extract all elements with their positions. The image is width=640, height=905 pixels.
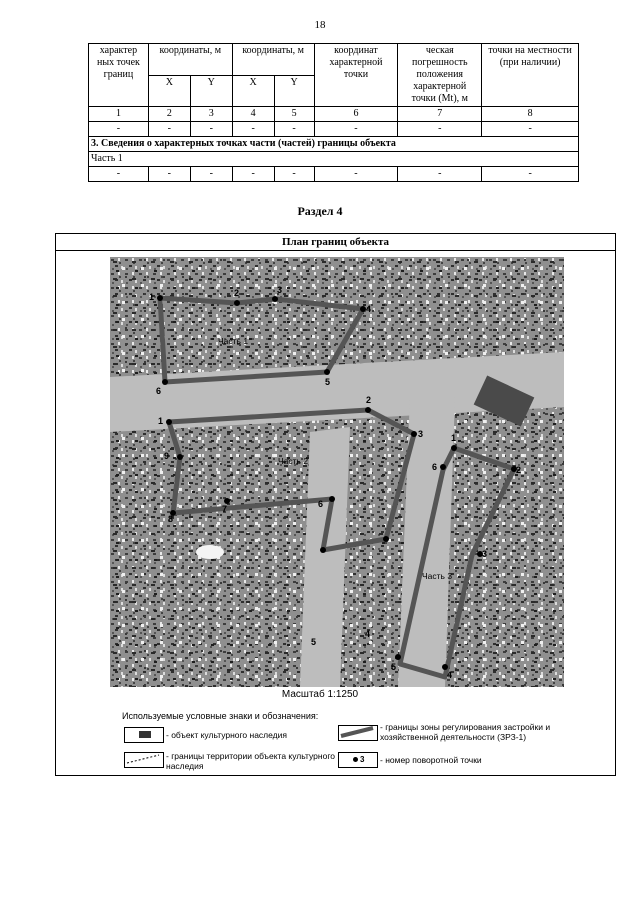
boundary-point xyxy=(157,295,163,301)
legend-territory-swatch xyxy=(124,752,164,768)
point-label: 6 xyxy=(318,499,324,509)
table-cell: - xyxy=(274,167,314,182)
point-label: 5 xyxy=(391,662,397,672)
point-marker-icon xyxy=(353,757,358,762)
legend-zone-swatch xyxy=(338,725,378,741)
point-label: 3 xyxy=(277,285,283,295)
header-y-1: Y xyxy=(190,75,232,107)
table-cell: - xyxy=(482,167,579,182)
page-number: 18 xyxy=(314,19,326,31)
table-cell: - xyxy=(398,122,482,137)
table-cell: - xyxy=(190,167,232,182)
table-row xyxy=(89,122,579,137)
header-coordinate-method: координат характерной точки xyxy=(314,44,398,107)
part1-label-row xyxy=(89,152,579,167)
legend-point-sample: 3 xyxy=(360,755,365,764)
legend-point-label: - номер поворотной точки xyxy=(380,755,482,765)
point-label: 5 xyxy=(325,377,331,387)
point-label: 1 xyxy=(158,416,164,426)
boundary-point xyxy=(324,369,330,375)
table-cell: - xyxy=(314,122,398,137)
header-point-description: точки на местности (при наличии) xyxy=(482,44,579,107)
header-accuracy: ческая погрешность положения характерной точки (Mt), м xyxy=(398,44,482,107)
section-title: Раздел 4 xyxy=(297,204,343,218)
table-header-row xyxy=(89,44,579,76)
boundary-point xyxy=(365,407,371,413)
header-coordinates-2: координаты, м xyxy=(232,44,314,76)
table-cell: - xyxy=(148,122,190,137)
header-y-2: Y xyxy=(274,75,314,107)
boundary-point xyxy=(451,445,457,451)
table-cell: - xyxy=(482,122,579,137)
legend-heading: Используемые условные знаки и обозначения: xyxy=(122,711,319,721)
boundary-point xyxy=(272,296,278,302)
part3-map-label: Часть 3 xyxy=(422,571,453,581)
boundary-point xyxy=(440,464,446,470)
point-label: 3 xyxy=(418,429,424,439)
table-cell: - xyxy=(274,122,314,137)
table-cell: - xyxy=(314,167,398,182)
part1-label: Часть 1 xyxy=(89,152,579,167)
header-point-type: характер ных точек границ xyxy=(89,44,149,107)
table-number-row xyxy=(89,107,579,122)
boundary-point xyxy=(383,536,389,542)
point-label: 4 xyxy=(366,304,372,314)
point-label: 5 xyxy=(311,637,317,647)
part1-map-label: Часть 1 xyxy=(218,336,249,346)
coordinates-table xyxy=(88,43,579,182)
table-cell: 5 xyxy=(274,107,314,122)
table-cell: 7 xyxy=(398,107,482,122)
legend-heritage-swatch xyxy=(124,727,164,743)
point-label: 9 xyxy=(164,451,170,461)
map-scale: Масштаб 1:1250 xyxy=(281,689,359,700)
table-cell: - xyxy=(232,122,274,137)
table-cell: - xyxy=(89,167,149,182)
legend-territory-label: - границы территории объекта культурного наследия xyxy=(166,751,335,771)
table-cell: - xyxy=(148,167,190,182)
point-label: 8 xyxy=(168,514,174,524)
boundary-point xyxy=(166,419,172,425)
point-label: 2 xyxy=(516,465,522,475)
boundary-point xyxy=(411,431,417,437)
header-x-1: X xyxy=(148,75,190,107)
table-cell: 1 xyxy=(89,107,149,122)
boundary-point xyxy=(395,654,401,660)
legend-point-swatch xyxy=(338,752,378,768)
section3-title: 3. Сведения о характерных точках части (частей) границы объекта xyxy=(89,137,579,152)
table-cell: - xyxy=(190,122,232,137)
table-cell: - xyxy=(232,167,274,182)
table-cell: - xyxy=(89,122,149,137)
legend-zone-label: - границы зоны регулирования застройки и хозяйственной деятельности (ЗРЗ-1) xyxy=(380,722,551,742)
plan-title: План границ объекта xyxy=(56,234,615,251)
table-cell: 2 xyxy=(148,107,190,122)
boundary-point xyxy=(234,300,240,306)
table-row xyxy=(89,167,579,182)
boundary-point xyxy=(329,496,335,502)
point-label: 7 xyxy=(222,504,228,514)
point-label: 2 xyxy=(234,288,240,298)
point-label: 3 xyxy=(482,549,488,559)
territory-boundary-icon xyxy=(125,753,161,765)
boundary-point xyxy=(320,547,326,553)
part2-map-label: Часть 2 xyxy=(278,456,309,466)
point-label: 4 xyxy=(365,629,371,639)
header-coordinates-1: координаты, м xyxy=(148,44,232,76)
header-x-2: X xyxy=(232,75,274,107)
section3-title-row xyxy=(89,137,579,152)
table-cell: 6 xyxy=(314,107,398,122)
boundary-map xyxy=(110,257,564,687)
table-cell: - xyxy=(398,167,482,182)
point-label: 6 xyxy=(156,386,162,396)
table-cell: 3 xyxy=(190,107,232,122)
table-cell: 8 xyxy=(482,107,579,122)
point-label: 2 xyxy=(366,395,372,405)
point-label: 4 xyxy=(447,670,453,680)
point-label: 6 xyxy=(432,462,438,472)
boundary-point xyxy=(177,454,183,460)
zone-boundary-icon xyxy=(339,726,375,738)
boundary-point xyxy=(162,379,168,385)
point-label: 1 xyxy=(451,433,457,443)
point-label: 1 xyxy=(149,292,155,302)
heritage-object-icon xyxy=(139,731,151,738)
open-area xyxy=(196,545,224,559)
table-cell: 4 xyxy=(232,107,274,122)
legend-heritage-label: - объект культурного наследия xyxy=(166,730,287,740)
